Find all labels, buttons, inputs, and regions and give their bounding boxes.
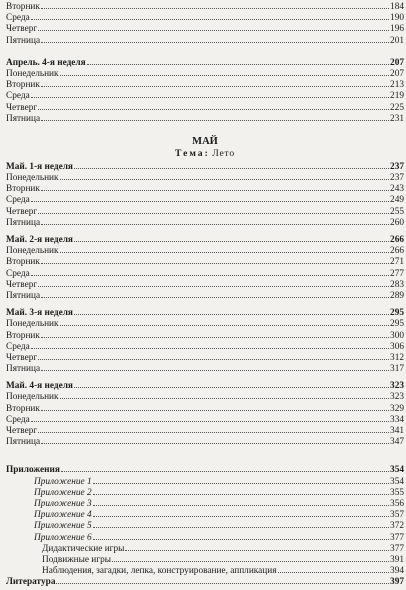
dot-leader [87,64,389,65]
entry-title: Среда [6,13,30,24]
toc-entry[interactable] [6,103,404,114]
toc-entry[interactable] [6,319,404,330]
entry-page: 397 [390,577,404,588]
dot-leader [31,421,389,422]
toc-entry[interactable] [6,114,404,125]
toc-entry[interactable] [6,195,404,206]
entry-title: Май. 3-я неделя [6,308,73,319]
toc-section-header[interactable] [6,381,404,392]
dot-leader [41,120,389,121]
entry-page: 394 [390,566,404,577]
entry-title: Вторник [6,184,40,195]
entry-title: Подвижные игры [42,554,111,565]
dot-leader [38,432,389,433]
entry-page: 277 [390,268,404,279]
entry-title: Пятница [6,113,41,124]
dot-leader [60,75,390,76]
entry-title: Среда [6,268,30,279]
theme-label: Тема: [175,147,210,159]
entry-page: 391 [390,554,404,565]
dot-leader [41,42,389,43]
entry-title: Вторник [6,403,40,414]
entry-page: 255 [390,206,404,217]
entry-page: 219 [390,91,404,102]
entry-title: Наблюдения, загадки, лепка, конструирование, аппликация [42,566,277,577]
toc-entry[interactable] [6,173,404,184]
toc-entry[interactable] [6,269,404,280]
entry-title: Литература [6,577,56,588]
dot-leader [41,337,389,338]
dot-leader [31,97,389,98]
entry-title: Пятница [6,437,41,448]
dot-leader [31,348,389,349]
entry-title: Вторник [6,330,40,341]
dot-leader [278,572,390,573]
entry-title: Среда [6,414,30,425]
entry-page: 295 [390,319,404,330]
entry-title: Четверг [6,352,38,363]
entry-page: 184 [390,2,404,12]
entry-title: Понедельник [6,319,59,330]
dot-leader [41,224,389,225]
entry-title: Пятница [6,217,41,228]
dot-leader [41,297,389,298]
toc-subentry[interactable] [6,555,404,566]
entry-page: 300 [390,330,404,341]
entry-page: 231 [390,113,404,124]
entry-title: Дидактические игры [42,543,125,554]
entry-page: 237 [390,173,404,184]
dot-leader [93,539,389,540]
entry-page: 295 [390,308,404,319]
theme-value: Лето [212,147,235,159]
entry-page: 271 [390,257,404,268]
entry-page: 289 [390,290,404,301]
toc-entry[interactable] [6,291,404,302]
dot-leader [38,109,389,110]
entry-title: Май. 4-я неделя [6,381,73,392]
entry-page: 306 [390,341,404,352]
dot-leader [31,201,389,202]
dot-leader [31,19,389,20]
table-of-contents [6,2,404,588]
toc-entry[interactable] [6,218,404,229]
toc-appendix-entry[interactable] [6,521,404,532]
dot-leader [61,471,389,472]
dot-leader [112,561,389,562]
dot-leader [38,286,389,287]
entry-title: Четверг [6,426,38,436]
toc-entry[interactable] [6,80,404,91]
entry-title: Приложение 1 [34,476,92,487]
entry-title: Май. 2-я неделя [6,235,73,245]
dot-leader [74,168,389,169]
entry-page: 354 [390,465,404,476]
entry-title: Приложение 3 [34,498,92,509]
entry-page: 354 [390,476,404,487]
entry-page: 207 [390,68,404,79]
entry-page: 190 [390,13,404,24]
dot-leader [74,314,389,315]
entry-page: 201 [390,35,404,46]
dot-leader [56,583,389,584]
dot-leader [41,443,389,444]
dot-leader [38,30,389,31]
toc-entry[interactable] [6,246,404,257]
toc-appendix-entry[interactable] [6,477,404,488]
entry-title: Приложение 6 [34,532,92,543]
entry-page: 312 [390,352,404,363]
toc-entry[interactable] [6,36,404,47]
toc-entry[interactable] [6,91,404,102]
entry-title: Апрель. 4-я неделя [6,57,86,68]
dot-leader [41,190,389,191]
entry-title: Четверг [6,24,38,35]
toc-entry[interactable] [6,437,404,448]
entry-page: 323 [390,381,404,392]
entry-title: Среда [6,91,30,102]
entry-title: Май. 1-я неделя [6,161,73,172]
month-heading: МАЙ [192,135,218,147]
theme-heading [6,148,404,160]
dot-leader [93,494,389,495]
entry-title: Пятница [6,364,41,375]
dot-leader [38,359,389,360]
entry-page: 377 [390,543,404,554]
toc-entry[interactable] [6,24,404,35]
entry-page: 329 [390,403,404,414]
entry-title: Понедельник [6,392,59,403]
entry-page: 334 [390,414,404,425]
spacer [6,448,404,459]
toc-section-header[interactable] [6,577,404,588]
dot-leader [41,370,389,371]
entry-page: 347 [390,437,404,448]
toc-subentry[interactable] [6,566,404,577]
entry-title: Приложения [6,465,60,476]
toc-entry[interactable] [6,69,404,80]
entry-page: 237 [390,161,404,172]
dot-leader [41,410,389,411]
entry-page: 323 [390,392,404,403]
entry-page: 266 [390,246,404,257]
toc-entry[interactable] [6,353,404,364]
entry-title: Вторник [6,80,40,91]
dot-leader [41,8,389,9]
toc-section-header[interactable] [6,235,404,246]
toc-entry[interactable] [6,364,404,375]
dot-leader [74,387,389,388]
dot-leader [41,86,389,87]
dot-leader [93,505,389,506]
dot-leader [93,527,389,528]
toc-section-header[interactable] [6,465,404,476]
entry-page: 283 [390,279,404,290]
dot-leader [41,263,389,264]
entry-page: 243 [390,184,404,195]
entry-title: Пятница [6,35,41,46]
entry-page: 356 [390,498,404,509]
entry-title: Четверг [6,102,38,113]
toc-section-header[interactable] [6,162,404,173]
entry-title: Вторник [6,257,40,268]
entry-title: Приложение 5 [34,521,92,532]
toc-entry[interactable] [6,415,404,426]
entry-page: 213 [390,80,404,91]
toc-entry[interactable] [6,331,404,342]
toc-entry[interactable] [6,207,404,218]
toc-entry[interactable] [6,342,404,353]
entry-page: 225 [390,102,404,113]
entry-title: Понедельник [6,246,59,257]
dot-leader [60,325,390,326]
entry-title: Понедельник [6,173,59,184]
dot-leader [74,241,389,242]
dot-leader [38,213,389,214]
toc-entry[interactable] [6,426,404,437]
toc-appendix-entry[interactable] [6,510,404,521]
entry-title: Понедельник [6,68,59,79]
toc-entry[interactable] [6,257,404,268]
spacer [6,47,404,58]
dot-leader [60,252,390,253]
dot-leader [125,550,389,551]
entry-page: 355 [390,487,404,498]
toc-appendix-entry[interactable] [6,488,404,499]
toc-entry[interactable] [6,280,404,291]
dot-leader [60,179,390,180]
entry-page: 341 [390,426,404,436]
entry-page: 207 [390,57,404,68]
toc-section-header[interactable] [6,58,404,69]
entry-page: 266 [390,235,404,245]
dot-leader [93,516,389,517]
toc-entry[interactable] [6,13,404,24]
dot-leader [60,398,390,399]
entry-title: Четверг [6,206,38,217]
toc-subentry[interactable] [6,544,404,555]
entry-page: 260 [390,217,404,228]
dot-leader [31,275,389,276]
dot-leader [93,483,389,484]
entry-title: Приложение 2 [34,487,92,498]
toc-entry[interactable] [6,404,404,415]
entry-title: Приложение 4 [34,510,92,521]
entry-page: 249 [390,195,404,206]
entry-title: Четверг [6,279,38,290]
entry-page: 317 [390,364,404,375]
entry-title: Вторник [6,2,40,12]
toc-entry[interactable] [6,184,404,195]
entry-page: 357 [390,510,404,521]
entry-title: Среда [6,195,30,206]
toc-appendix-entry[interactable] [6,533,404,544]
toc-section-header[interactable] [6,308,404,319]
entry-page: 196 [390,24,404,35]
entry-title: Среда [6,341,30,352]
entry-page: 372 [390,521,404,532]
toc-entry[interactable] [6,2,404,13]
entry-page: 377 [390,532,404,543]
toc-entry[interactable] [6,392,404,403]
entry-title: Пятница [6,290,41,301]
toc-appendix-entry[interactable] [6,499,404,510]
